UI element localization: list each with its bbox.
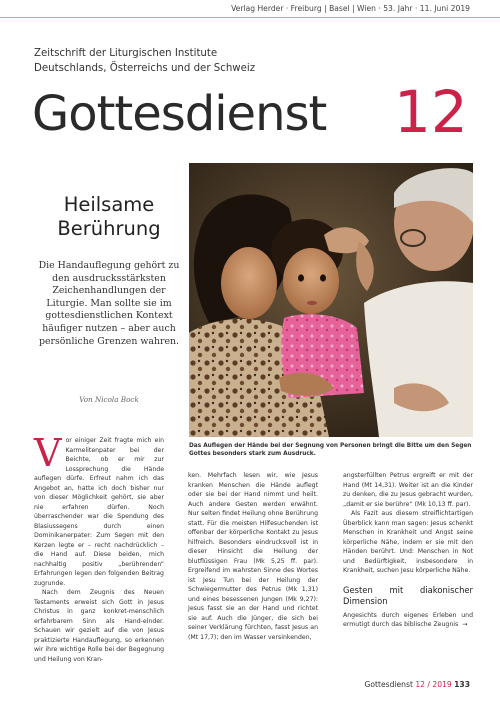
magazine-title: Gottesdienst	[32, 86, 327, 142]
footer-issue: 12 / 2019	[415, 680, 452, 689]
body-paragraph: ken. Mehrfach lesen wir, wie Jesus kranken Menschen die Hände auflegt oder sie bei der Hand nimmt und heilt. Auch andere Gesten werden erwähnt. Nur selten findet Heilung ohne Berührung statt. Für die meisten Hilfesuchenden ist offenbar der körperliche Kontakt zu Jesus hilfreich. Besonders eindrucksvoll ist in dieser Hinsicht die Heilung der blutflüssigen Frau (Mk 5,25 ff. par). Ergreifend im wahrsten Sinne des Wortes ist Jesu Tun bei der Heilung der Schwiegermutter des Petrus (Mk 1,31) und eines besessenen Jungen (Mk 9,27): Jesus fasst sie an der Hand und richtet sie auf. Auch die Jünger, die sich bei seiner Verklärung fürchten, fasst Jesus an (Mt 17,7); den im Wasser versinkenden,	[188, 472, 318, 641]
header-rule	[0, 17, 500, 18]
body-column-3	[343, 471, 473, 630]
continue-arrow-icon: →	[462, 621, 468, 628]
issue-number: 12	[394, 78, 468, 146]
article-teaser: Die Handauflegung gehört zu den ausdrucksstärksten Zeichenhandlungen der Liturgie. Man sollte sie im gottesdienstlichen Kontext häufiger nutzen – aber auch persönliche Grenzen wahren.	[38, 260, 180, 347]
page-number: 133	[454, 680, 470, 689]
headline-line-2: Berührung	[57, 217, 161, 240]
body-paragraph: angsterfüllten Petrus ergreift er mit der Hand (Mt 14,31). Weiter ist an die Kinder zu denken, die zu Jesus gebracht wurden, „damit er sie berühre“ (Mk 10,13 ff. par).	[343, 472, 473, 508]
body-column-2	[188, 471, 318, 642]
article-byline: Von Nicola Bock	[79, 395, 139, 404]
page-footer	[364, 680, 470, 689]
magazine-subtitle-line-1: Zeitschrift der Liturgischen Institute	[34, 48, 218, 59]
photo-caption: Das Auflegen der Hände bei der Segnung von Personen bringt die Bitte um den Segen Gottes besonders stark zum Ausdruck.	[189, 443, 472, 457]
body-paragraph: Nach dem Zeugnis des Neuen Testaments erweist sich Gott in Jesus Christus in ganz konkret-menschlich erfahrbarem Sinn als Hand-elnder. Schauen wir gezielt auf die von Jesus praktizierte Handauflegung, so erkennen wir ihre wichtige Rolle bei der Begegnung und Heilung von Kran-	[34, 589, 164, 663]
drop-cap: V	[34, 431, 62, 475]
publisher-info: Verlag Herder · Freiburg | Basel | Wien · 53. Jahr · 11. Juni 2019	[231, 4, 470, 13]
body-paragraph	[343, 611, 473, 630]
body-paragraph: Als Fazit aus diesem streiflichtartigen Überblick kann man sagen: Jesus schenkt Menschen in Krankheit und Angst seine körperliche Nähe, indem er sie mit den Händen berührt. Und: Menschen in Not und Bedürftigkeit, insbesondere in Krankheit, suchen Jesu körperliche Nähe.	[343, 510, 473, 574]
blessing-photo-illustration	[189, 163, 473, 437]
paragraph-text: Angesichts durch eigenes Erleben und ermutigt durch das biblische Zeugnis	[343, 611, 473, 628]
section-subhead: Gesten mit diakonischer Dimension	[343, 584, 473, 606]
paragraph-text: or einiger Zeit fragte mich ein Karmelitenpater bei der Beichte, ob er mir zur Lossprechung die Hände auflegen dürfe. Erfreut nahm ich das Angebot an, hatte ich doch bisher nur von dieser Möglichkeit gehört, sie aber nie erfahren dürfen. Noch überraschender war die Spendung des Blasiussegens durch einen Dominikanerpater: Zum Segen mit den Kerzen legte er – recht nachdrücklich – die Hand auf. Diese beiden, mich nachhaltig positiv „berührenden“ Erfahrungen legen den folgenden Beitrag zugrunde.	[34, 437, 164, 587]
body-column-1	[34, 431, 164, 664]
footer-magazine: Gottesdienst	[364, 680, 413, 689]
headline-line-1: Heilsame	[63, 193, 155, 216]
article-headline	[34, 193, 184, 241]
article-photo	[189, 163, 473, 437]
magazine-subtitle-line-2: Deutschlands, Österreichs und der Schweiz	[34, 63, 256, 74]
body-paragraph	[34, 431, 164, 588]
